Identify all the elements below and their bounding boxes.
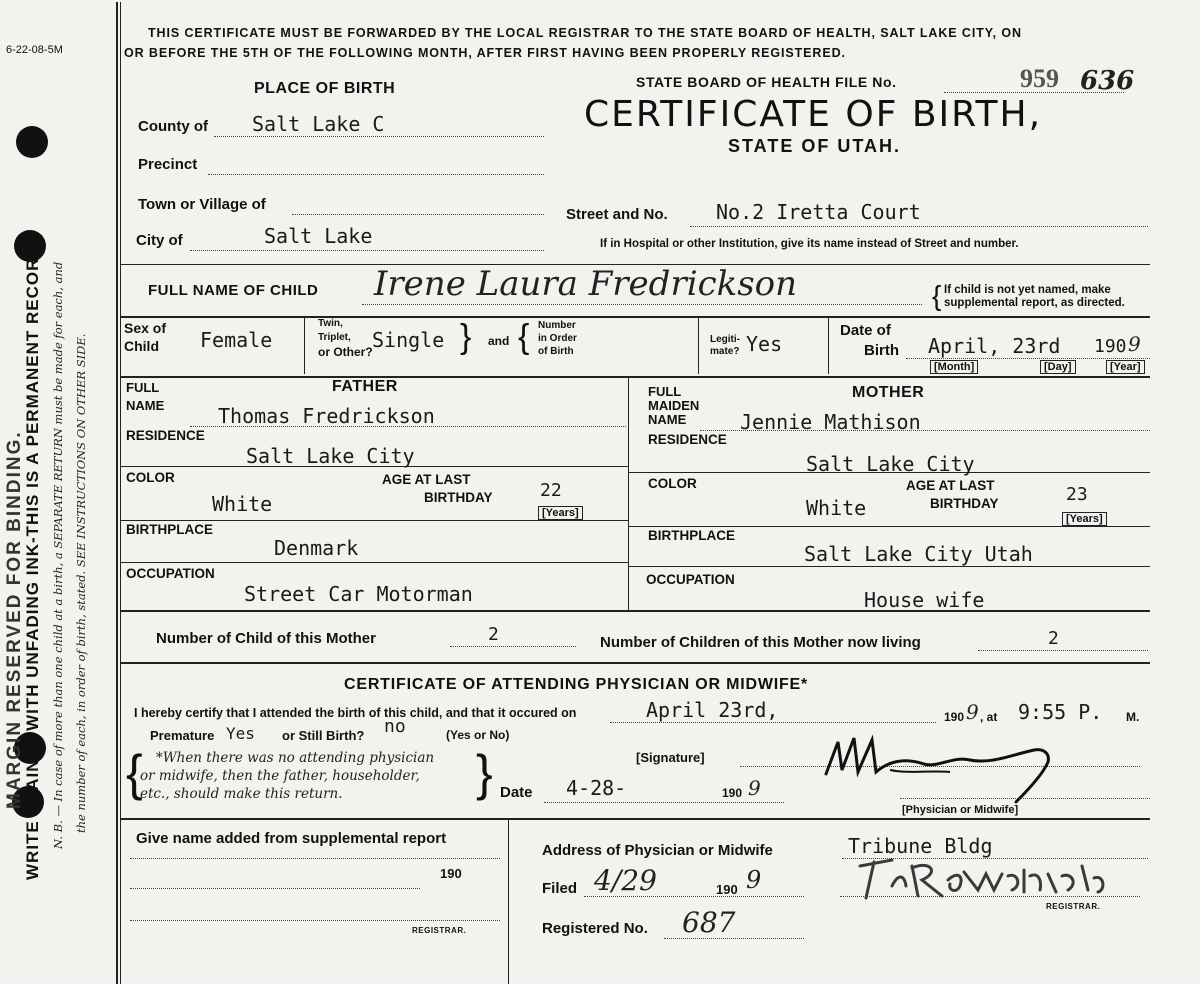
child-number-label: Number of Child of this Mother	[156, 630, 376, 647]
father-age-label-1: AGE AT LAST	[382, 472, 471, 487]
rule-above-lower	[120, 818, 1150, 820]
mother-full-label-3: NAME	[648, 412, 687, 427]
note-brace-right: }	[476, 745, 493, 801]
dob-value: April, 23rd	[928, 334, 1061, 358]
city-label: City of	[136, 232, 183, 249]
father-birthplace-label: BIRTHPLACE	[126, 522, 213, 537]
m-label: M.	[1126, 710, 1140, 724]
father-age-label-2: BIRTHDAY	[424, 490, 493, 505]
mother-full-label-2: MAIDEN	[648, 398, 700, 413]
father-full-label-1: FULL	[126, 380, 160, 395]
supplemental-registrar-label: REGISTRAR.	[412, 926, 467, 935]
note-line-3: etc., should make this return.	[140, 786, 343, 802]
still-birth-label: or Still Birth?	[282, 728, 365, 743]
father-occupation-label: OCCUPATION	[126, 566, 215, 581]
at-label: , at	[980, 710, 998, 724]
rule-above-counts	[120, 610, 1150, 612]
note-line-1: *When there was no attending physician	[156, 750, 435, 766]
father-color-rule	[120, 520, 628, 521]
county-value: Salt Lake C	[252, 112, 385, 136]
mother-name: Jennie Mathison	[740, 410, 921, 434]
supplemental-line-2	[130, 888, 420, 889]
and-label: and	[488, 334, 510, 348]
filed-line	[584, 896, 804, 897]
county-label: County of	[138, 118, 208, 135]
mother-residence: Salt Lake City	[806, 452, 975, 476]
time-value: 9:55 P.	[1018, 700, 1103, 724]
mother-color-label: COLOR	[648, 476, 697, 491]
mother-heading: MOTHER	[852, 384, 925, 401]
sex-label-2: Child	[124, 338, 159, 354]
children-living-value: 2	[1048, 628, 1059, 649]
name-note-line1: If child is not yet named, make	[944, 284, 1111, 296]
rule-above-physician	[120, 662, 1150, 664]
registered-value: 687	[682, 906, 736, 939]
filed-label: Filed	[542, 880, 578, 897]
notice-line-2: OR BEFORE THE 5TH OF THE FOLLOWING MONTH, AFTER FIRST HAVING BEEN PROPERLY REGISTERED.	[124, 46, 846, 60]
mother-years-box: [Years]	[1062, 512, 1107, 526]
dob-year-suffix: 9	[1128, 332, 1141, 356]
physician-or-midwife-label: [Physician or Midwife]	[902, 804, 1019, 816]
filing-registrar-label: REGISTRAR.	[1046, 902, 1101, 911]
physician-heading: CERTIFICATE OF ATTENDING PHYSICIAN OR MIDWIFE*	[344, 676, 809, 693]
rule-above-child-row	[120, 316, 1150, 318]
state-of-utah: STATE OF UTAH.	[728, 136, 901, 156]
mother-occupation: House wife	[864, 588, 985, 612]
city-value: Salt Lake	[264, 224, 373, 248]
children-living-line	[978, 650, 1148, 651]
registrar-signature	[852, 846, 1122, 906]
father-age: 22	[540, 480, 562, 501]
physician-date-line	[610, 722, 936, 723]
street-line	[690, 226, 1148, 227]
mother-name-line	[700, 430, 1150, 431]
father-name-line	[190, 426, 626, 427]
nb-note-line2: the number of each, in order of birth, stated. SEE INSTRUCTIONS ON OTHER SIDE.	[74, 333, 88, 833]
mother-full-label-1: FULL	[648, 384, 682, 399]
nb-note-line1: N. B. — In case of more than one child at a birth, a SEPARATE RETURN must be made for each, and	[51, 261, 65, 849]
mother-birthplace: Salt Lake City Utah	[804, 542, 1033, 566]
hospital-note: If in Hospital or other Institution, give its name instead of Street and number.	[600, 238, 1019, 250]
sex-label-1: Sex of	[124, 320, 167, 336]
precinct-line	[208, 174, 544, 175]
filed-value: 4/29	[594, 864, 657, 897]
father-residence-label: RESIDENCE	[126, 428, 205, 443]
year-box: [Year]	[1106, 360, 1145, 374]
lower-divider	[508, 818, 509, 984]
legit-value: Yes	[746, 332, 783, 356]
physician-birth-date: April 23rd,	[646, 698, 779, 722]
registrar-line	[840, 896, 1140, 897]
name-note-brace: {	[932, 280, 942, 311]
mother-occupation-label: OCCUPATION	[646, 572, 735, 587]
frame-left-line	[116, 2, 118, 984]
address-value: Tribune Bldg	[848, 834, 993, 858]
child-number-line	[450, 646, 576, 647]
child-number-value: 2	[488, 624, 499, 645]
mother-age-label-2: BIRTHDAY	[930, 496, 999, 511]
name-note-line2: supplemental report, as directed.	[944, 297, 1125, 309]
place-of-birth-heading: PLACE OF BIRTH	[254, 80, 396, 97]
dob-year-prefix: 190	[1094, 336, 1127, 357]
date-value: 4-28-	[566, 776, 627, 800]
legit-label-2: mate?	[710, 346, 740, 357]
supplemental-year-prefix: 190	[440, 866, 462, 881]
full-name-value: Irene Laura Fredrickson	[374, 264, 798, 304]
father-full-label-2: NAME	[126, 398, 165, 413]
registered-label: Registered No.	[542, 920, 648, 937]
form-code: 6-22-08-5M	[6, 44, 63, 56]
twin-value: Single	[372, 328, 445, 352]
sex-value: Female	[200, 328, 273, 352]
number-brace: {	[518, 318, 530, 356]
father-name: Thomas Fredrickson	[218, 404, 435, 428]
father-birthplace-rule	[120, 562, 628, 563]
still-birth-value: no	[384, 716, 406, 737]
children-living-label: Number of Children of this Mother now living	[600, 634, 921, 651]
mother-residence-label: RESIDENCE	[648, 432, 727, 447]
city-line	[190, 250, 544, 251]
supplemental-line-1	[130, 858, 500, 859]
note-line-2: or midwife, then the father, householder,	[140, 768, 420, 784]
number-label-1: Number	[538, 320, 576, 331]
mother-color-rule	[628, 526, 1150, 527]
number-label-2: in Order	[538, 333, 577, 344]
binding-margin-text: MARGIN RESERVED FOR BINDING.	[4, 430, 25, 809]
premature-value: Yes	[226, 724, 255, 743]
supplemental-registrar-line	[130, 920, 500, 921]
father-years-box: [Years]	[538, 506, 583, 520]
legit-label-1: Legiti-	[710, 334, 740, 345]
dob-line	[906, 358, 1150, 359]
yes-or-no-label: (Yes or No)	[446, 728, 510, 742]
certificate-title: CERTIFICATE OF BIRTH,	[584, 94, 1043, 135]
phys-title-line	[900, 798, 1150, 799]
rule-above-parents	[120, 376, 1150, 378]
physician-year-suffix: 9	[966, 700, 979, 724]
father-birthplace: Denmark	[274, 536, 359, 560]
father-heading: FATHER	[332, 378, 398, 395]
file-no-label: STATE BOARD OF HEALTH FILE No.	[636, 74, 897, 90]
note-brace-left: {	[126, 745, 143, 801]
date-year-suffix: 9	[748, 776, 761, 800]
date-line	[544, 802, 784, 803]
street-value: No.2 Iretta Court	[716, 200, 921, 224]
physician-year-prefix: 190	[944, 710, 965, 724]
full-name-label: FULL NAME OF CHILD	[148, 282, 319, 299]
town-line	[292, 214, 544, 215]
filed-year-suffix: 9	[746, 866, 762, 894]
premature-label: Premature	[150, 728, 215, 743]
full-name-line	[362, 304, 922, 305]
twin-label-1: Twin,	[318, 318, 343, 329]
mother-color: White	[806, 496, 867, 520]
father-occupation: Street Car Motorman	[244, 582, 473, 606]
filed-year-prefix: 190	[716, 882, 738, 897]
town-label: Town or Village of	[138, 196, 266, 213]
file-no-handwritten: 636	[1080, 66, 1135, 96]
sep-sex	[304, 318, 305, 374]
parents-divider	[628, 376, 629, 610]
father-residence-rule	[120, 466, 628, 467]
unfading-ink-text: WRITE PLAINLY WITH UNFADING INK-THIS IS A PERMANENT RECORD.	[23, 238, 42, 880]
precinct-label: Precinct	[138, 156, 198, 173]
date-year-prefix: 190	[722, 786, 743, 800]
certify-text: I hereby certify that I attended the birth of this child, and that it occured on	[134, 706, 577, 720]
signature-label: [Signature]	[636, 750, 705, 765]
registered-line	[664, 938, 804, 939]
mother-birthplace-rule	[628, 566, 1150, 567]
frame-left-line-inner	[120, 2, 121, 984]
sep-legit	[828, 318, 829, 374]
address-label: Address of Physician or Midwife	[542, 842, 773, 859]
twin-brace: }	[460, 318, 472, 356]
date-label: Date	[500, 784, 533, 801]
file-no-stamped: 959	[1020, 64, 1059, 93]
father-color: White	[212, 492, 273, 516]
twin-label-2: Triplet,	[318, 332, 351, 343]
day-box: [Day]	[1040, 360, 1076, 374]
twin-label-3: or Other?	[318, 345, 373, 359]
month-box: [Month]	[930, 360, 978, 374]
number-label-3: of Birth	[538, 346, 574, 357]
father-residence: Salt Lake City	[246, 444, 415, 468]
supplemental-heading: Give name added from supplemental report	[136, 830, 447, 847]
mother-age-label-1: AGE AT LAST	[906, 478, 995, 493]
father-color-label: COLOR	[126, 470, 175, 485]
notice-line-1: THIS CERTIFICATE MUST BE FORWARDED BY THE LOCAL REGISTRAR TO THE STATE BOARD OF HEALTH, SALT LAKE CITY, ON	[148, 26, 1022, 40]
mother-birthplace-label: BIRTHPLACE	[648, 528, 735, 543]
mother-residence-rule	[628, 472, 1150, 473]
street-label: Street and No.	[566, 206, 668, 223]
sep-number	[698, 318, 699, 374]
mother-age: 23	[1066, 484, 1088, 505]
dob-label-2: Birth	[864, 342, 899, 359]
county-line	[214, 136, 544, 137]
dob-label-1: Date of	[840, 322, 891, 339]
